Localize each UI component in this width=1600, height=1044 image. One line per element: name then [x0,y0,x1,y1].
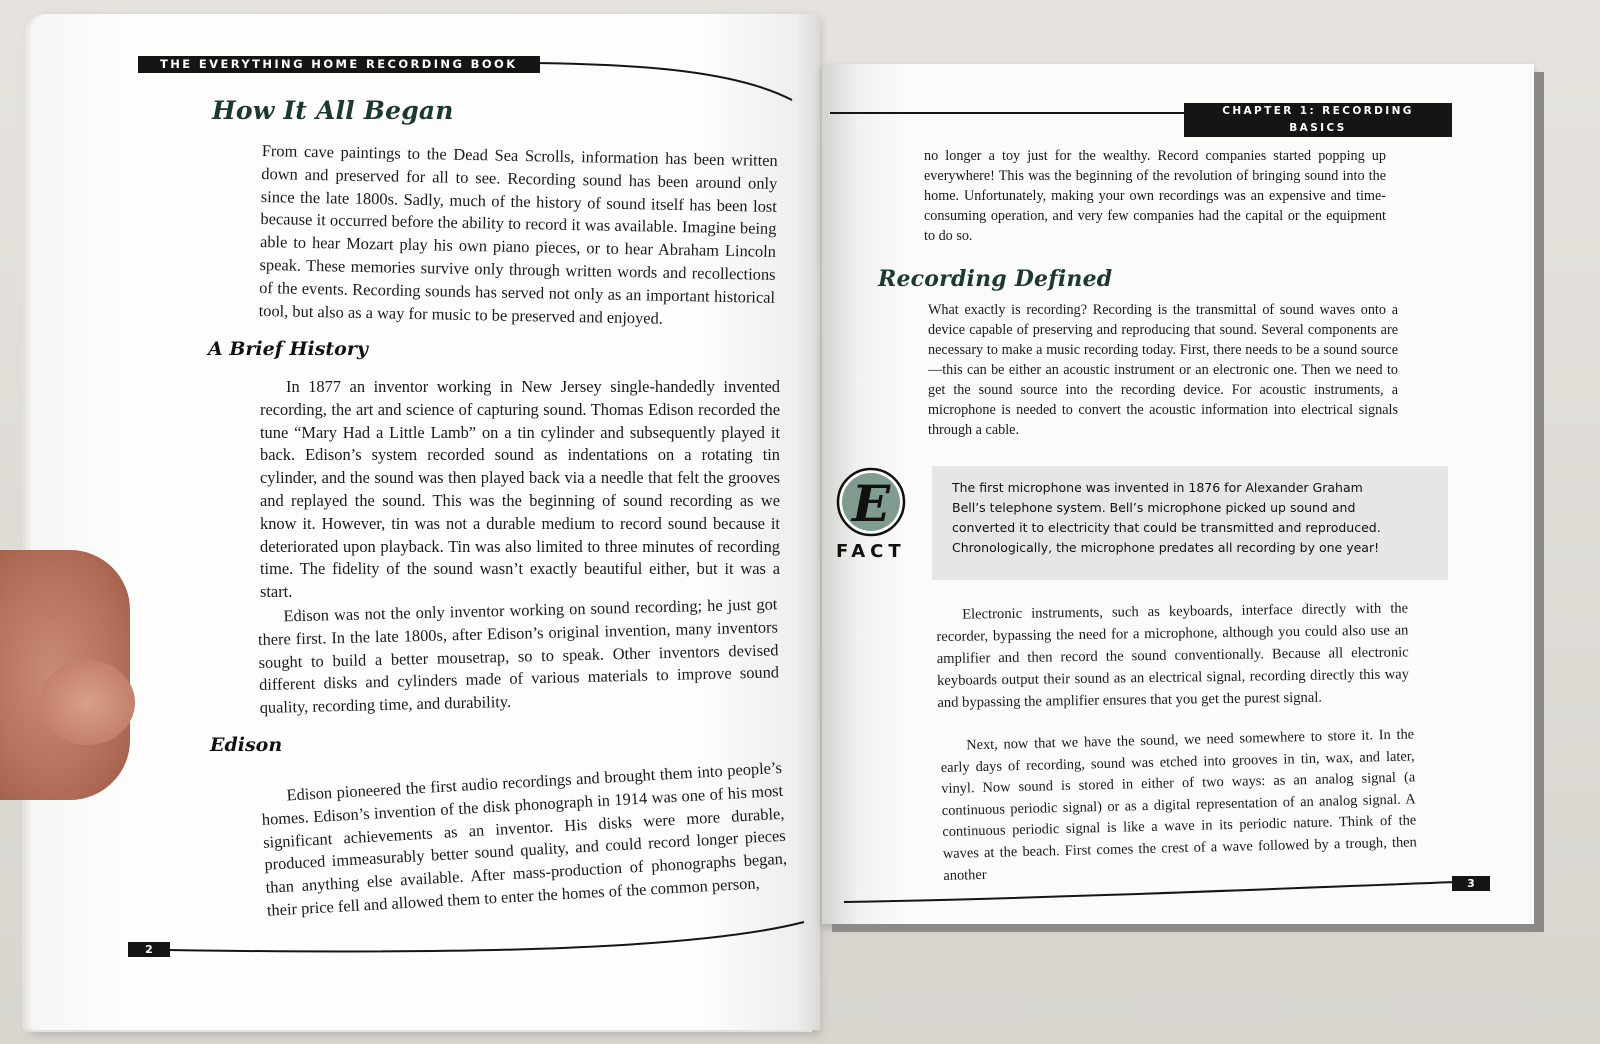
left-page-number: 2 [128,942,170,957]
history-paragraph-2: Edison was not the only inventor working on sound recording; he just got there first. In the late 1800s, after Edison’s original invention, many inventors sought to build a better mousetrap, so to speak. Other inventors devised different disks and cylinders made of various materials to improve sound quality, recording time, and durability. [257,594,780,718]
fact-text: The first microphone was invented in 1876 for Alexander Graham Bell’s telephone system. Bell’s microphone picked up sound and converted it to electricity that could be transmitted and reproduced. Chronologically, the microphone predates all recording by one year! [952,480,1381,555]
storage-paragraph: Next, now that we have the sound, we need somewhere to store it. In the early days of recording, sound was etched into grooves in tin, wax, and later, vinyl. Now sound is stored in either of two ways: as an analog signal (a continuous periodic signal) or as a digital representation of an analog signal. A continuous periodic signal is like a wave in its periodic nature. Think of the waves at the beach. First comes the crest of a wave followed by a trough, then another [940,726,1417,884]
subhead-brief-history: A Brief History [208,338,368,360]
edison-paragraph: Edison pioneered the first audio recordings and brought them into people’s homes. Edison’s invention of the disk phonograph in 1914 was one of his most significant achievements as an inventor. His disks were more durable, produced immeasurably better sound quality, and could record longer pieces than anything else available. After mass-production of phonographs began, their price fell and allowed them to enter the homes of the common person, [261,757,788,920]
intro-paragraph: From cave paintings to the Dead Sea Scrolls, information has been written down and preserved for all to see. Recording sound has been around only since the late 1800s. Sadly, much of the history of sound itself has been lost because it occurred before the ability to record it was available. Imagine being able to hear Mozart play his own piano pieces, or to hear Abraham Lincoln speak. These memories survive only through written words and recollections of the events. Recording sounds has served not only as an important historical tool, but also as a way for music to be preserved and enjoyed. [258,140,778,328]
left-header-rule [528,60,794,102]
thumb [40,660,135,745]
right-footer-rule [844,878,1458,906]
right-header-rule [830,112,1186,114]
page-title-how-it-all-began: How It All Began [212,96,454,125]
right-running-head: CHAPTER 1: RECORDING BASICS [1184,103,1452,137]
subhead-edison: Edison [210,734,283,756]
right-page-number: 3 [1452,876,1490,891]
recording-defined-paragraph: What exactly is recording? Recording is the transmittal of sound waves onto a device capable of preserving and reproducing that sound. Several components are necessary to make a music recording today. First, there needs to be a sound source—this can be either an acoustic instrument or an electronic one. Then we need to get the sound source into the recording device. For acoustic instruments, a microphone is needed to convert the acoustic information into electrical signals through a cable. [928,302,1398,438]
electronic-instruments-paragraph: Electronic instruments, such as keyboards, interface directly with the recorder, bypassing the need for a microphone, although you could also use an amplifier and then record the sound conventionally. Because all electronic keyboards output their sound as an electrical signal, recording directly this way and bypassing the amplifier ensures that you get the purest signal. [936,600,1410,711]
history-paragraph-1: In 1877 an inventor working in New Jersey single-handedly invented recording, the art and science of capturing sound. Thomas Edison recorded the tune “Mary Had a Little Lamb” on a tin cylinder and subsequently played it back. Edison’s system recorded sound as indentations on a rotating tin cylinder, and the sound was then played back via a needle that felt the grooves and replayed the sound. This was the beginning of sound recording as we know it. However, tin was not a durable medium to record sound because it deteriorated upon playback. Tin was also limited to three minutes of recording time. The fidelity of the sound wasn’t exactly beautiful either, but it was a start. [260,377,780,602]
left-running-head: THE EVERYTHING HOME RECORDING BOOK [138,56,540,73]
continued-paragraph: no longer a toy just for the wealthy. Record companies started popping up everywhere! This was the beginning of the revolution of bringing sound into the home. Unfortunately, making your own recordings was an expensive and time-consuming operation, and very few companies had the capital or the equipment to do so. [924,148,1386,244]
left-footer-rule [168,920,808,964]
fact-icon [836,467,906,537]
svg-text:E: E [851,474,891,533]
section-title-recording-defined: Recording Defined [878,266,1113,292]
fact-label: FACT [836,541,906,562]
